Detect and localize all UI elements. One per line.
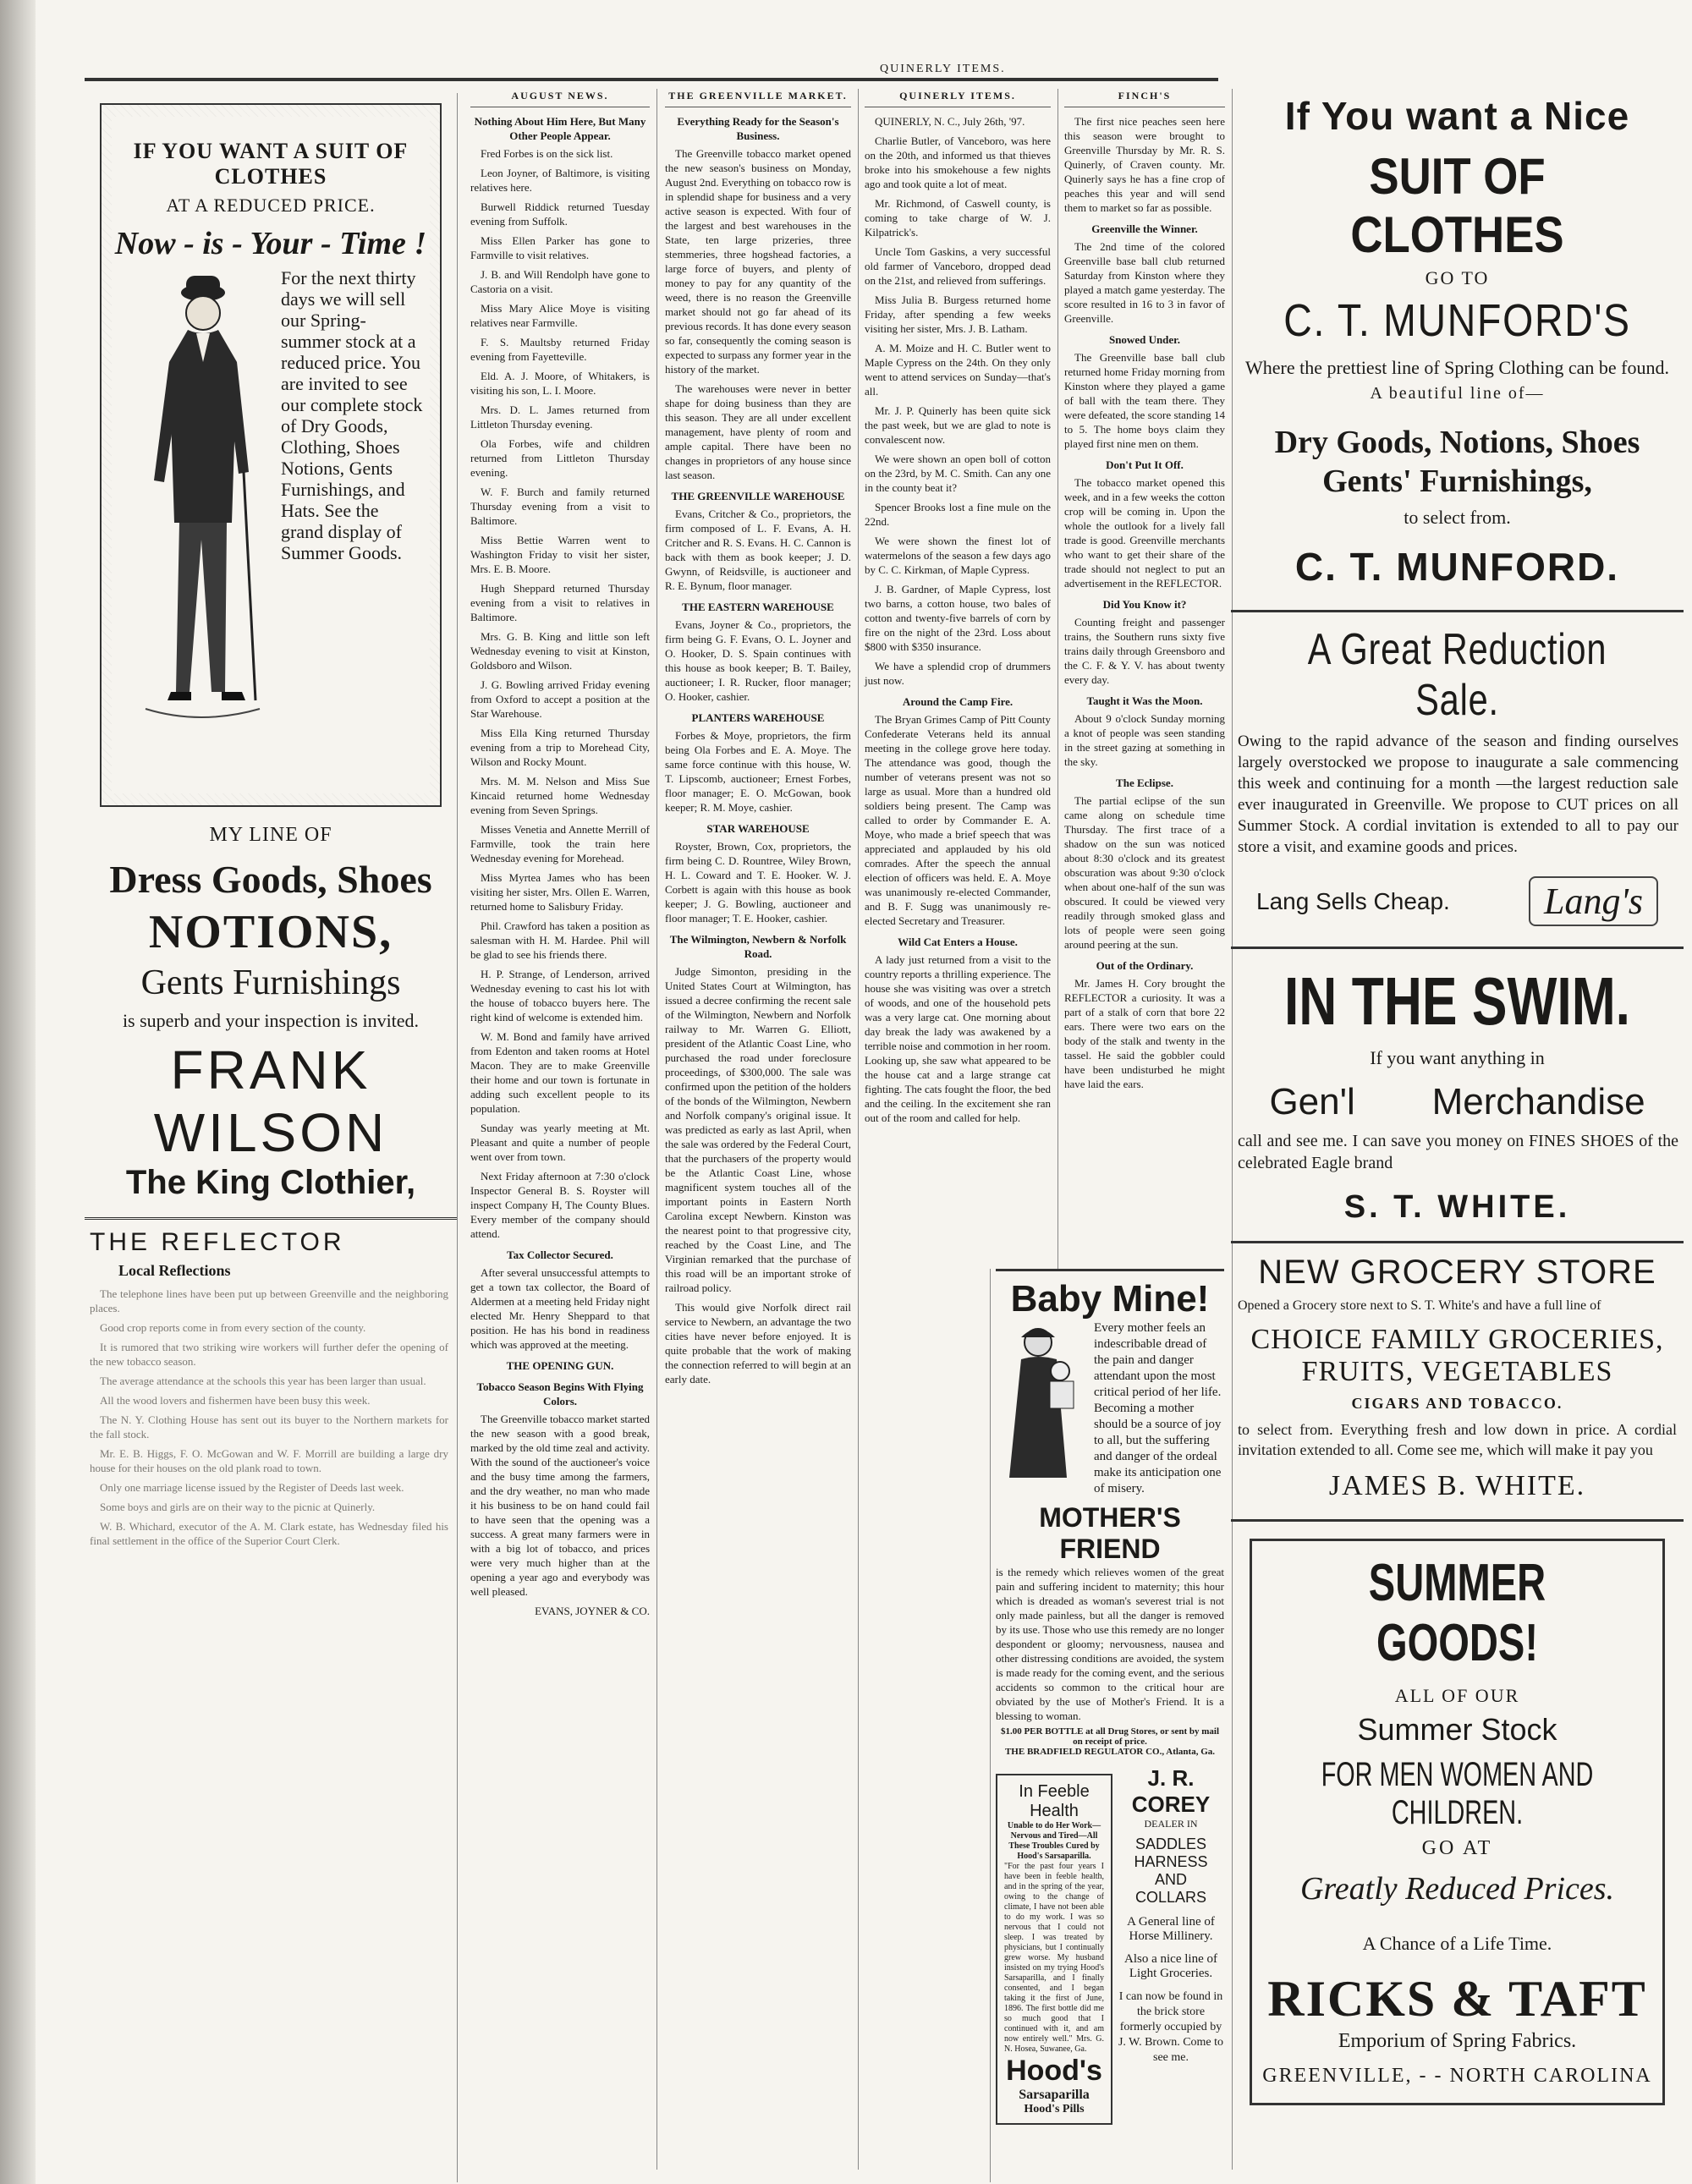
gents-furnishings-heading: Gents Furnishings <box>140 963 401 1002</box>
news-item: The partial eclipse of the sun came along on schedule time Thursday. The first trace of a shadow on the sun was noticed about 8:30 o'clock and its greatest obscuration was about 9:30 o'clock when about one-half of the sun was obscured. It could be viewed very readily through smoked glass and lots of people were seen going around peering at the sun. <box>1064 794 1225 951</box>
warehouse-text: Evans, Critcher & Co., proprietors, the firm composed of L. F. Evans, A. H. Critcher and R. S. Evans. H. C. Cannon is back with them as book keeper; J. D. Gwynn, of Reidsville, is auctioneer and R. E. Bynum, floor manager. <box>665 508 851 592</box>
news-item: Fred Forbes is on the sick list. <box>481 147 613 160</box>
warehouse-heading: PLANTERS WAREHOUSE <box>691 711 825 724</box>
column-head: QUINERLY ITEMS. <box>865 89 1051 107</box>
local-item: The telephone lines have been put up between Greenville and the neighboring places. <box>90 1287 448 1314</box>
advertiser-tagline: The King Clothier, <box>125 1164 416 1201</box>
grocery-advert <box>1231 1254 1684 1522</box>
subhead: Out of the Ordinary. <box>1096 959 1194 972</box>
lang-sells-cheap: Lang Sells Cheap. <box>1256 887 1450 914</box>
inspection-line: is superb and your inspection is invited. <box>122 1010 420 1031</box>
news-item: The Greenville tobacco market opened the new season's business on Monday, August 2nd. Everything on tobacco row is in splendid shape for business and a very active season is expected. With four of the largest and best warehouses in the State, ten large prizeries, three stemmeries, three hogshead factories, a large force of buyers, and plenty of money to pay for any quantity of the weed, there is no reason the Greenville market should not go far ahead of its previous records. It has done every season so far, consequently the coming season is expected to surpass any former year in the history of the market. <box>665 147 851 376</box>
advertiser-name: FRANK WILSON <box>153 1040 388 1163</box>
news-item: Ola Forbes, wife and children returned from Littleton Thursday evening. <box>470 437 650 479</box>
lang-body: Owing to the rapid advance of the season and finding ourselves largely overstocked we propose to inaugurate a sale commencing this week and continuing for a month —the largest reduction sale ever inaugurated in Greenville. We propose to CUT prices on all Summer Stock. A cordial invitation is extended to all to pay our store a visit, and examine goods and prices. <box>1238 733 1678 856</box>
suit-ad-now: Now - is - Your - Time ! <box>114 226 427 261</box>
local-item: The average attendance at the schools this year has been larger than usual. <box>100 1375 426 1387</box>
news-item: Burwell Riddick returned Tuesday evening from Suffolk. <box>470 200 650 228</box>
news-item: Mr. Richmond, of Caswell county, is coming to take charge of W. J. Kilpatrick's. <box>865 197 1051 239</box>
masthead-rule <box>85 78 1218 81</box>
lang-advert <box>1231 624 1684 949</box>
subhead: Taught it Was the Moon. <box>1086 694 1203 707</box>
local-reflections-column <box>85 1280 457 1548</box>
news-item: The Greenville tobacco market started the new season with a good break, marked by the old time zeal and activity. With the sound of the auctioneer's voice and the busy time among the farmers, and the dry weather, no man who made it his business to be on hand could fail to have seen that the opening was a success. A great many farmers were in with a big lot of tobacco, and prices were very much higher than at the opening a year ago and everybody was well pleased. <box>470 1413 650 1598</box>
munford-go-to: GO TO <box>1425 267 1490 288</box>
local-item: It is rumored that two striking wire workers will further defer the opening of the new tobacco season. <box>90 1341 448 1368</box>
news-item: The warehouses were never in better shape for doing business than they are this season. They are all under excellent management, have plenty of room and ample capital. There have been no changes in proprietors of any house since last season. <box>665 382 851 481</box>
subhead: The Eclipse. <box>1116 776 1173 789</box>
news-item: Mrs. D. L. James returned from Littleton Thursday evening. <box>470 403 650 431</box>
patent-medicine-adverts <box>990 1269 1229 2182</box>
corey-name: J. R. COREY <box>1131 1765 1211 1817</box>
news-item: W. F. Burch and family returned Thursday evening from a visit to Baltimore. <box>470 486 650 527</box>
hoods-headline: In Feeble Health <box>1019 1782 1090 1820</box>
warehouse-heading: THE GREENVILLE WAREHOUSE <box>671 490 845 502</box>
subhead: Did You Know it? <box>1102 598 1187 611</box>
munford-line: to select from. <box>1404 507 1511 528</box>
corey-advert <box>1118 1765 1224 2125</box>
news-item: Misses Venetia and Annette Merrill of Farmville, took the train here Wednesday evening for Morehead. <box>470 823 650 864</box>
summer-audience: FOR MEN WOMEN AND CHILDREN. <box>1321 1756 1594 1831</box>
news-item: J. B. and Will Rendolph have gone to Castoria on a visit. <box>470 268 650 295</box>
news-item: Miss Ellen Parker has gone to Farmville to visit relatives. <box>470 234 650 261</box>
subhead-tax-collector: Tax Collector Secured. <box>507 1248 613 1261</box>
mothers-friend-company: THE BRADFIELD REGULATOR CO., Atlanta, Ga. <box>1004 1747 1216 1757</box>
warehouse-text: Forbes & Moye, proprietors, the firm being Ola Forbes and E. A. Moye. The same force continue with this house, W. T. Lipscomb, auctioneer; Ernest Forbes, floor manager; E. O. McGowan, book keeper; R. M. Moye, cashier. <box>665 729 851 814</box>
munford-line: A beautiful line of— <box>1370 384 1545 403</box>
local-item: Good crop reports come in from every section of the county. <box>100 1321 366 1334</box>
warehouse-heading: THE EASTERN WAREHOUSE <box>682 601 834 613</box>
hoods-advert <box>996 1774 1112 2125</box>
swim-signature: S. T. WHITE. <box>1343 1189 1571 1225</box>
grocery-line: Opened a Grocery store next to S. T. White's and have a full line of <box>1238 1298 1601 1313</box>
corey-line: A General line of Horse Millinery. <box>1127 1915 1215 1943</box>
munford-advert <box>1231 93 1684 612</box>
news-item: Mr. J. P. Quinerly has been quite sick the past week, but we are glad to note is convalescent now. <box>865 404 1051 446</box>
frank-wilson-advert <box>85 93 458 2182</box>
white-merchandise-advert <box>1231 963 1684 1243</box>
news-item: J. B. Gardner, of Maple Cypress, lost two barns, a cotton house, two bales of cotton and twenty-five barrels of corn by fire on the night of the 23rd. Loss about $800 with $350 insurance. <box>865 583 1051 653</box>
mothers-friend-advert <box>996 1269 1224 1757</box>
baby-ad-row <box>996 1320 1224 1497</box>
news-item: F. S. Maultsby returned Friday evening from Fayetteville. <box>470 336 650 363</box>
lang-signature: Lang's <box>1529 876 1658 926</box>
munford-line: Where the prettiest line of Spring Clothing can be found. <box>1245 357 1669 378</box>
suit-ad-body: For the next thirty days we will sell our Spring-summer stock at a reduced price. You are invited to see our complete stock of Dry Goods, Clothing, Shoes Notions, Gents Furnishings, and Hats. See the grand display of Summer Goods. <box>281 267 423 563</box>
hoods-sarsaparilla: Sarsaparilla <box>1019 2088 1090 2102</box>
news-item: We have a splendid crop of drummers just now. <box>865 660 1051 687</box>
ricks-taft-location: GREENVILLE, - - NORTH CAROLINA <box>1262 2065 1652 2087</box>
suit-ad-headline: IF YOU WANT A SUIT OF CLOTHES <box>133 139 409 189</box>
news-item: Next Friday afternoon at 7:30 o'clock Inspector General B. S. Royster will inspect Company H, The County Blues. Every member of the company should attend. <box>470 1170 650 1240</box>
hoods-testimonial: "For the past four years I have been in feeble health, and in the spring of the year, owing to the change of climate, I have not been able to do my work. I was so nervous that I could not sleep. I was treated by physicians, but I continually grew worse. My husband insisted on my trying Hood's Sarsaparilla, and I finally consented, and I began taking it the first of June, 1896. The first bottle did me so much good that I continued with it, and am now entirely well." Mrs. G. N. Hosea, Suwanee, Ga. <box>1004 1862 1104 2054</box>
warehouse-text: Royster, Brown, Cox, proprietors, the firm being C. D. Rountree, Wiley Brown, H. L. Coward and T. E. Hooker. W. J. Corbett is again with this house as book keeper; J. G. Bowling, auctioneer and floor manager; T. E. Hooker, cashier. <box>665 840 851 925</box>
news-item: We were shown an open boll of cotton on the 23rd, by M. C. Smith. Can any one in the county beat it? <box>865 453 1051 494</box>
subhead-opening-gun: THE OPENING GUN. <box>506 1359 614 1372</box>
subhead: Greenville the Winner. <box>1091 222 1198 235</box>
news-item: The Greenville base ball club returned home Friday morning from Kinston where they played a game of ball with the team there. They were defeated, the score standing 14 to 5. The home boys claim they played first nine men on them. <box>1064 351 1225 450</box>
munford-suit-heading: SUIT OF CLOTHES <box>1350 148 1564 263</box>
grocery-cigars: CIGARS AND TOBACCO. <box>1351 1395 1563 1412</box>
baby-ad-text: Every mother feels an indescribable dread of the pain and danger attendant upon the most critical period of her life. Becoming a mother should be a source of joy to all, but the suffering and danger of the ordeal make its anticipation one of misery. <box>1094 1321 1222 1495</box>
news-item: Eld. A. J. Moore, of Whitakers, is visiting his son, L. I. Moore. <box>470 370 650 397</box>
news-item: H. P. Strange, of Lenderson, arrived Wednesday evening to cast his lot with the house of tobacco buyers here. The right kind of welcome is extended him. <box>470 968 650 1023</box>
subhead: Don't Put It Off. <box>1106 458 1184 471</box>
suit-ad-subheadline: AT A REDUCED PRICE. <box>166 195 376 216</box>
news-item: Miss Julia B. Burgess returned home Friday, after spending a few weeks visiting her sister, Mrs. J. B. Latham. <box>865 294 1051 335</box>
subhead-camp-fire: Around the Camp Fire. <box>902 695 1014 708</box>
local-reflections-heading: Local Reflections <box>118 1262 231 1279</box>
merch-word: Gen'l <box>1269 1081 1355 1122</box>
page-folio: QUINERLY ITEMS. <box>880 63 1006 75</box>
dress-goods-heading: Dress Goods, Shoes <box>109 858 432 901</box>
subhead-railroad: The Wilmington, Newbern & Norfolk Road. <box>669 933 847 960</box>
lang-footer <box>1231 858 1684 947</box>
summer-go-at: GO AT <box>1421 1837 1493 1859</box>
mothers-friend-text: is the remedy which relieves women of the great pain and suffering incident to maternity; this hour which is dreaded as woman's severest trial is not only made painless, but all the danger is removed by its use. Those who use this remedy are no longer despondent or gloomy; nervousness, nausea and other distressing conditions are avoided, the system is made ready for the coming event, and the serious accidents so common to the critical hour are obviated by the use of Mother's Friend. It is a blessing to woman. <box>996 1566 1224 1722</box>
news-item: Counting freight and passenger trains, the Southern runs sixty five trains daily through Greensboro and the C. F. & Y. V. has about twenty every day. <box>1064 616 1225 686</box>
news-item: Judge Simonton, presiding in the United States Court at Wilmington, has issued a decree confirming the recent sale of the Wilmington, Newbern and Norfolk railway to Mr. Warren G. Elliott, president of the Atlantic Coast Line, who purchased the road under foreclosure proceedings, of $300,000. The sale was confirmed upon the petition of the holders of the bonds of the Wilmington, Newbern and Norfolk company's original issue. It was predicted as early as last April, when the sale was ordered by the Federal Court, that the purchasers of the property would be the Atlantic Coast Line, whose magnificent system touches all of the important points in Eastern North Carolina except Newbern. Kinston was the nearest point to that progressive city, reached by the Coast Line, and The Virginian remarked that the purchase of this road will be an important stroke of railroad policy. <box>665 965 851 1294</box>
summer-prices: Greatly Reduced Prices. <box>1299 1871 1615 1907</box>
news-item: Phil. Crawford has taken a position as salesman with H. M. Hardee. Phil will be glad to see his friends there. <box>470 919 650 961</box>
news-item: W. M. Bond and family have arrived from Edenton and taken rooms at Hotel Macon. They are to make Greenville their home and our town is fortunate in adding such excellent people to its population. <box>470 1030 650 1115</box>
warehouse-heading: STAR WAREHOUSE <box>706 822 810 835</box>
article-title: Everything Ready for the Season's Business. <box>677 115 839 142</box>
munford-store-name: C. T. MUNFORD'S <box>1283 295 1631 346</box>
news-item: Spencer Brooks lost a fine mule on the 22nd. <box>865 501 1051 528</box>
munford-line: Dry Goods, Notions, Shoes <box>1274 425 1640 460</box>
munford-line: If You want a Nice <box>1284 94 1630 138</box>
news-item: Charlie Butler, of Vanceboro, was here on the 20th, and informed us that thieves broke into his smokehouse a few nights ago and took quite a lot of meat. <box>865 134 1051 190</box>
munford-line: Gents' Furnishings, <box>1322 464 1592 499</box>
grocery-heading: NEW GROCERY STORE <box>1258 1254 1656 1291</box>
corey-line: Also a nice line of Light Groceries. <box>1124 1952 1217 1980</box>
news-item: Sunday was yearly meeting at Mt. Pleasant and quite a number of people went over from town. <box>470 1122 650 1163</box>
local-item: Only one marriage license issued by the Register of Deeds last week. <box>100 1481 404 1494</box>
corey-dealer: DEALER IN <box>1144 1818 1198 1830</box>
news-item: A. M. Moize and H. C. Butler went to Maple Cypress on the 24th. On they only went to attend services on Sunday—that's all. <box>865 342 1051 398</box>
news-signature: EVANS, JOYNER & CO. <box>535 1605 650 1617</box>
my-line-label: MY LINE OF <box>209 824 332 846</box>
article-title: Nothing About Him Here, But Many Other People Appear. <box>474 115 646 142</box>
news-item: Mrs. G. B. King and little son left Wednesday evening to visit at Kinston, Goldsboro and Wilson. <box>470 630 650 672</box>
news-item: A lady just returned from a visit to the country reports a thrilling experience. The house she was visiting was over a stretch of woods, and one of the household pets was a very large cat. One morning about day break the lady was awakened by a terrible noise and commotion in her room. Looking up, she saw what appeared to be the house cat and a large strange cat fighting. The cats fought the floor, the bed and the ceiling. In the excitement she ran out of the room and called for help. <box>865 953 1051 1124</box>
news-item: Miss Bettie Warren went to Washington Friday to visit her sister, Mrs. E. B. Moore. <box>470 534 650 575</box>
lower-ad-row <box>996 1765 1224 2125</box>
summer-chance: A Chance of a Life Time. <box>1362 1933 1552 1954</box>
news-item: Miss Mary Alice Moye is visiting relatives near Farmville. <box>470 302 650 329</box>
corey-line: I can now be found in the brick store formerly occupied by J. W. Brown. Come to see me. <box>1118 1990 1224 2064</box>
gentleman-illustration <box>137 269 264 743</box>
ricks-taft-advert <box>1250 1539 1665 2105</box>
right-advert-column <box>1231 85 1684 2174</box>
merch-word: Merchandise <box>1431 1081 1645 1122</box>
news-item: Hugh Sheppard returned Thursday evening from a visit to relatives in Baltimore. <box>470 582 650 623</box>
hoods-pills: Hood's Pills <box>1024 2103 1085 2115</box>
swim-line: If you want anything in <box>1370 1047 1545 1068</box>
news-item: Miss Ella King returned Thursday evening from a trip to Morehead City, Wilson and Rocky Mount. <box>470 727 650 768</box>
baby-mine-headline: Baby Mine! <box>1010 1278 1210 1320</box>
ricks-taft-name: RICKS & TAFT <box>1267 1971 1647 2027</box>
news-item: The 2nd time of the colored Greenville base ball club returned Saturday from Kinston where they played a match game yesterday. The score resulted in 16 to 3 in favor of Greenville. <box>1064 240 1225 325</box>
news-item: We were shown the finest lot of watermelons of the season a few days ago by C. C. Kirkman, of Maple Cypress. <box>865 535 1051 576</box>
dateline: QUINERLY, N. C., July 26th, '97. <box>875 115 1025 128</box>
merchandise-heading <box>1231 1081 1684 1123</box>
local-item: All the wood lovers and fishermen have been busy this week. <box>100 1394 371 1407</box>
hoods-subheadline: Unable to do Her Work—Nervous and Tired—All These Troubles Cured by Hood's Sarsaparilla. <box>1007 1821 1101 1861</box>
page-binding-edge <box>0 0 36 2184</box>
news-item: About 9 o'clock Sunday morning a knot of people was seen standing in the street gazing at something in the sky. <box>1064 712 1225 768</box>
column-head: FINCH'S <box>1064 89 1225 107</box>
news-item: Miss Myrtea James who has been visiting her sister, Mrs. Ollen E. Warren, returned home to Salisbury Friday. <box>470 871 650 913</box>
column-head: THE GREENVILLE MARKET. <box>665 89 851 107</box>
notions-heading: NOTIONS, <box>148 906 393 958</box>
news-item: Uncle Tom Gaskins, a very successful old farmer of Vanceboro, dropped dead on the 21st, and relieved from sufferings. <box>865 245 1051 287</box>
news-item: This would give Norfolk direct rail service to Newbern, an advantage the two cities have never before enjoyed. It is quite probable that the work of making the connection referred to will begin at an early date. <box>665 1301 851 1386</box>
news-item: After several unsuccessful attempts to get a town tax collector, the Board of Aldermen at a meeting held Friday night elected Mr. Henry Sheppard to that position. He has his bond in readiness which was approved at the meeting. <box>470 1266 650 1351</box>
news-column-personals <box>464 89 657 2170</box>
summer-line: ALL OF OUR <box>1394 1685 1520 1706</box>
news-item: Mrs. M. M. Nelson and Miss Sue Kincaid returned home Wednesday evening from Seven Springs. <box>470 775 650 816</box>
in-the-swim-heading: IN THE SWIM. <box>1283 963 1631 1039</box>
summer-stock: Summer Stock <box>1357 1712 1557 1747</box>
column-head: AUGUST NEWS. <box>470 89 650 107</box>
news-column-market <box>658 89 859 2170</box>
ricks-taft-tagline: Emporium of Spring Fabrics. <box>1338 2030 1577 2052</box>
local-item: Some boys and girls are on their way to the picnic at Quinerly. <box>100 1501 376 1513</box>
subhead: Snowed Under. <box>1108 333 1181 346</box>
subhead-wild-cat: Wild Cat Enters a House. <box>898 936 1018 948</box>
reflector-section-title: THE REFLECTOR <box>85 1217 457 1257</box>
munford-signature: C. T. MUNFORD. <box>1294 545 1620 589</box>
mother-and-child-illustration <box>996 1320 1089 1481</box>
mothers-friend-title: MOTHER'S FRIEND <box>1039 1502 1181 1564</box>
hoods-brand: Hood's <box>1006 2055 1102 2087</box>
warehouse-text: Evans, Joyner & Co., proprietors, the firm being G. F. Evans, O. L. Joyner and O. Hooker, D. S. Spain continues with this house as book keeper; B. T. Bailey, auctioneer; I. R. Rucker, floor manager; O. Hooker, cashier. <box>665 618 851 703</box>
subhead-tobacco-season: Tobacco Season Begins With Flying Colors. <box>476 1380 644 1408</box>
local-item: W. B. Whichard, executor of the A. M. Clark estate, has Wednesday filed his final settlement in the office of the Superior Court Clerk. <box>90 1520 448 1547</box>
local-item: Mr. E. B. Higgs, F. O. McGowan and W. F. Morrill are building a large dry house for their houses on the old plank road to town. <box>90 1447 448 1474</box>
summer-goods-heading: SUMMER GOODS! <box>1368 1554 1546 1672</box>
lang-headline: A Great Reduction Sale. <box>1307 625 1607 725</box>
news-item: The first nice peaches seen here this season were brought to Greenville Thursday by Mr. R. S. Quinerly, of Craven county. Mr. Quinerly says he has a fine crop of peaches this year and will send them to market so far as possible. <box>1064 115 1225 214</box>
swim-body: call and see me. I can save you money on FINES SHOES of the celebrated Eagle brand <box>1238 1132 1678 1172</box>
grocery-body: to select from. Everything fresh and low down in price. A cordial invitation extended to all. Come see me, which will make it pay you <box>1238 1421 1677 1458</box>
news-item: J. G. Bowling arrived Friday evening from Oxford to accept a position at the Star Warehouse. <box>470 678 650 720</box>
mothers-friend-price: $1.00 PER BOTTLE at all Drug Stores, or sent by mail on receipt of price. <box>1000 1726 1220 1747</box>
grocery-choice: CHOICE FAMILY GROCERIES, FRUITS, VEGETABLES <box>1250 1324 1664 1387</box>
news-item: The tobacco market opened this week, and in a few weeks the cotton crop will be coming in. Upon the whole the outlook for a lively fall trade is good. Greenville merchants who want to get their share of the trade should not neglect to put an advertisement in the REFLECTOR. <box>1064 476 1225 590</box>
corey-line: SADDLES HARNESS <box>1134 1836 1208 1870</box>
news-item: Leon Joyner, of Baltimore, is visiting relatives here. <box>470 167 650 194</box>
local-item: The N. Y. Clothing House has sent out its buyer to the Northern markets for the fall stock. <box>90 1413 448 1440</box>
grocery-signature: JAMES B. WHITE. <box>1328 1470 1586 1501</box>
suit-ad-frame <box>100 103 442 807</box>
corey-line: AND COLLARS <box>1134 1871 1207 1906</box>
news-item: Mr. James H. Cory brought the REFLECTOR a curiosity. It was a part of a stalk of corn that bore 22 ears. There were two ears on the body of the stalk and twenty in the tassel. He said the gobbler could have been undisturbed he might have laid the ears. <box>1064 977 1225 1090</box>
news-item: The Bryan Grimes Camp of Pitt County Confederate Veterans held its annual meeting in the college grove here today. The attendance was good, though the number of veterans present was not so large as usual. More than a hundred old soldiers being present. The Camp was called to order by Commander E. A. Moye, who made a brief speech that was appreciated and applauded by his old comrades. After the speech the annual election of officers was held. E. A. Moye was unanimously re-elected Commander, and B. F. Sugg was unanimously re-elected Secretary and Treasurer. <box>865 713 1051 927</box>
